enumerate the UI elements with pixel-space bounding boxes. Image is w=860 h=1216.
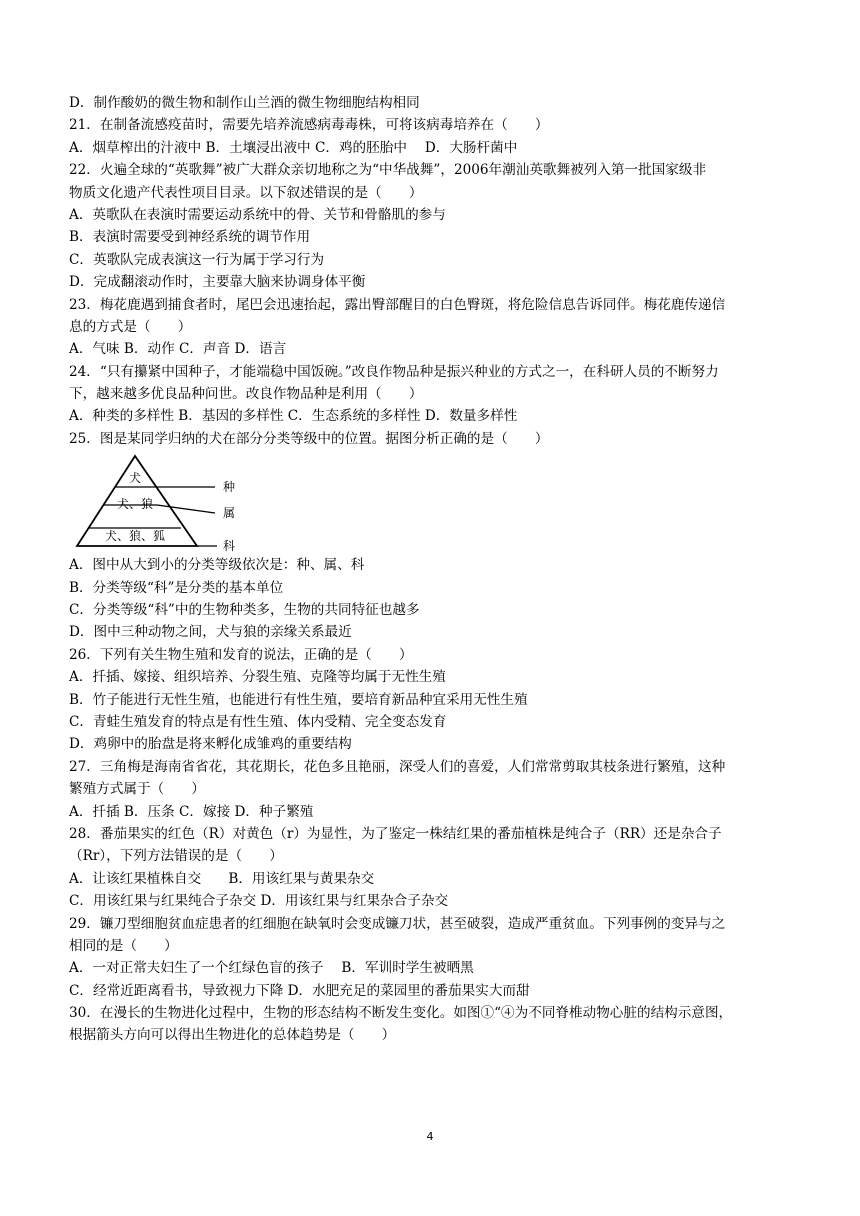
question-21-options: A．烟草榨出的汁液中 B．土壤浸出液中 C．鸡的胚胎中 D．大肠杆菌中 (69, 139, 518, 156)
question-23-cont: 息的方式是（ ） (69, 318, 192, 335)
classification-pyramid (73, 452, 273, 552)
question-25-option-b: B．分类等级“科”是分类的基本单位 (69, 579, 284, 596)
level-line-genus (157, 505, 215, 513)
question-23-options: A．气味 B．动作 C．声音 D．语言 (69, 341, 287, 358)
rank-label-family: 科 (223, 539, 236, 553)
question-28: 28．番茄果实的红色（R）对黄色（r）为显性，为了鉴定一株结红果的番茄植株是纯合子（RR）还是杂合子 (69, 825, 722, 842)
question-26: 26．下列有关生物生殖和发育的说法，正确的是（ ） (69, 646, 413, 663)
question-23: 23．梅花鹿遇到捕食者时，尾巴会迅速抬起，露出臀部醒目的白色臀斑，将危险信息告诉同伴。梅花鹿传递信 (69, 296, 726, 313)
question-24: 24．“只有攥紧中国种子，才能端稳中国饭碗。”改良作物品种是振兴种业的方式之一，在科研人员的不断努力 (69, 363, 719, 380)
question-22-option-d: D．完成翻滚动作时，主要靠大脑来协调身体平衡 (69, 274, 366, 291)
classification-pyramid-figure (73, 452, 273, 552)
question-26-option-d: D．鸡卵中的胎盘是将来孵化成雏鸡的重要结构 (69, 736, 352, 753)
level-label-species: 犬 (128, 471, 142, 486)
question-30: 30．在漫长的生物进化过程中，生物的形态结构不断发生变化。如图①“④为不同脊椎动物心脏的结构示意图， (69, 1005, 733, 1022)
question-22-option-c: C．英歌队完成表演这一行为属于学习行为 (69, 251, 325, 268)
question-25-option-a: A．图中从大到小的分类等级依次是：种、属、科 (69, 557, 365, 574)
question-24-options: A．种类的多样性 B．基因的多样性 C．生态系统的多样性 D．数量多样性 (69, 408, 518, 425)
question-24-cont: 下，越来越多优良品种问世。改良作物品种是利用（ ） (69, 386, 423, 403)
question-29-options-cd: C．经常近距离看书，导致视力下降 D．水肥充足的菜园里的番茄果实大而甜 (69, 982, 530, 999)
question-25-option-d: D．图中三种动物之间，犬与狼的亲缘关系最近 (69, 624, 352, 641)
question-27: 27．三角梅是海南省省花，其花期长，花色多且艳丽，深受人们的喜爱，人们常常剪取其枝条进行繁殖，这种 (69, 758, 726, 775)
page-number: 4 (426, 1130, 434, 1143)
question-26-option-b: B．竹子能进行无性生殖，也能进行有性生殖，要培育新品种宜采用无性生殖 (69, 691, 528, 708)
rank-label-species: 种 (223, 480, 236, 495)
text-line: D．制作酸奶的微生物和制作山兰酒的微生物细胞结构相同 (69, 95, 420, 111)
question-29-options-ab: A．一对正常夫妇生了一个红绿色盲的孩子 B．军训时学生被晒黑 (69, 960, 474, 977)
question-27-options: A．扦插 B．压条 C．嫁接 D．种子繁殖 (69, 803, 314, 820)
level-label-genus: 犬、狼 (116, 497, 154, 512)
question-28-cont: （Rr），下列方法错误的是（ ） (69, 848, 283, 865)
rank-label-genus: 属 (223, 506, 236, 521)
question-28-options-cd: C．用该红果与红果纯合子杂交 D．用该红果与红果杂合子杂交 (69, 893, 449, 910)
question-26-option-a: A．扦插、嫁接、组织培养、分裂生殖、克隆等均属于无性生殖 (69, 669, 446, 686)
question-27-cont: 繁殖方式属于（ ） (69, 781, 205, 798)
question-28-options-ab: A．让该红果植株自交 B．用该红果与黄果杂交 (69, 870, 375, 887)
question-26-option-c: C．青蛙生殖发育的特点是有性生殖、体内受精、完全变态发育 (69, 713, 447, 730)
question-30-cont: 根据箭头方向可以得出生物进化的总体趋势是（ ） (69, 1027, 396, 1044)
question-22-cont: 物质文化遗产代表性项目目录。以下叙述错误的是（ ） (69, 184, 423, 201)
question-22-option-b: B．表演时需要受到神经系统的调节作用 (69, 229, 311, 246)
question-25-option-c: C．分类等级“科”中的生物种类多，生物的共同特征也越多 (69, 602, 420, 619)
question-22-option-a: A．英歌队在表演时需要运动系统中的骨、关节和骨骼肌的参与 (69, 206, 446, 223)
question-29: 29．镰刀型细胞贫血症患者的红细胞在缺氧时会变成镰刀状，甚至破裂，造成严重贫血。下列事例的变异与之 (69, 915, 726, 932)
level-label-family: 犬、狼、狐 (104, 529, 166, 544)
page-content (69, 92, 793, 1047)
question-25: 25．图是某同学归纳的犬在部分分类等级中的位置。据图分析正确的是（ ） (69, 430, 549, 447)
question-29-cont: 相同的是（ ） (69, 937, 178, 954)
question-21: 21．在制备流感疫苗时，需要先培养流感病毒毒株，可将该病毒培养在（ ） (69, 117, 549, 134)
question-22: 22．火遍全球的“英歌舞”被广大群众亲切地称之为“中华战舞”，2006年潮汕英歌舞被列入第一批国家级非 (69, 162, 707, 179)
